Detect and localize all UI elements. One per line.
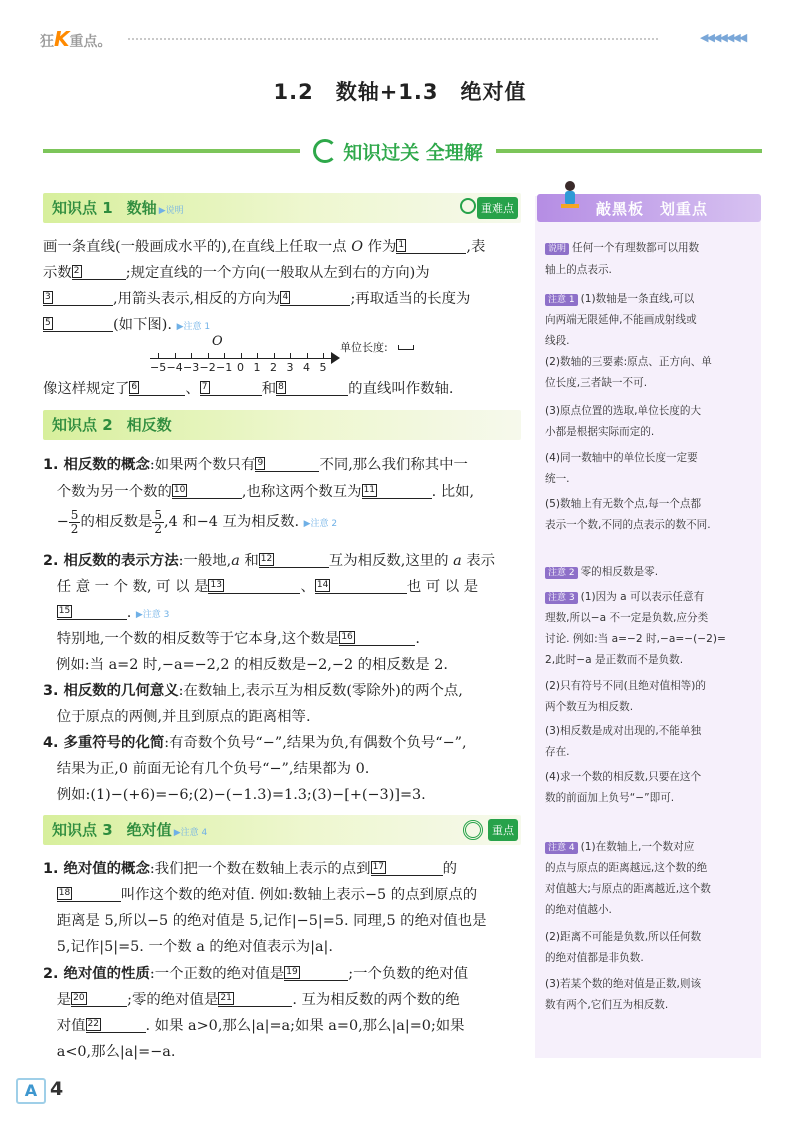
sidebar-line: 2,此时−a 是正数而不是负数. <box>545 654 684 666</box>
sidebar-line: (3)原点位置的选取,单位长度的大 <box>545 405 702 417</box>
section-num: 知识点 3 <box>52 821 113 839</box>
paragraph-line: 是 20 ;零的绝对值是 21 . 互为相反数的两个数的绝 <box>56 992 460 1008</box>
sidebar-line: 理数,所以−a 不一定是负数,应分类 <box>545 612 709 624</box>
sidebar-line: (3)相反数是成对出现的,不能单独 <box>545 725 702 737</box>
sidebar-line: 的绝对值越小. <box>545 904 612 916</box>
paragraph-line: 15 . ▶注意 3 <box>58 605 170 621</box>
paragraph-line: 1. 相反数的概念:如果两个数只有 9 不同,那么我们称其中一 <box>43 457 468 473</box>
header-dotted-rule <box>128 38 658 40</box>
fraction: $\frac{5}{2}$ <box>70 507 79 536</box>
sidebar-line: 位长度,三者缺一不可. <box>545 377 648 389</box>
paragraph-line: 示数 2 ;规定直线的一个方向(一般取从左到右的方向)为 <box>43 265 430 281</box>
sidebar-line: (2)只有符号不同(且绝对值相等)的 <box>545 680 706 692</box>
sidebar-line: (2)数轴的三要素:原点、正方向、单 <box>545 356 712 368</box>
paragraph-line: 1. 绝对值的概念:我们把一个数在数轴上表示的点到 17 的 <box>43 861 457 877</box>
sidebar-line: 注意 1 (1)数轴是一条直线,可以 <box>545 292 757 306</box>
axis-tick <box>290 353 291 359</box>
blank-17: 17 <box>371 860 443 876</box>
axis-tick <box>175 353 176 359</box>
axis-tick-label: −2 <box>199 361 216 374</box>
blank-11: 11 <box>362 483 432 499</box>
sidebar-title: 敲黑板 划重点 <box>596 200 709 218</box>
blank-13: 13 <box>208 578 300 594</box>
paragraph-line: 位于原点的两侧,并且到原点的距离相等. <box>56 709 311 725</box>
section-num: 知识点 1 <box>52 199 113 217</box>
section-name: 绝对值 <box>126 821 172 839</box>
banner-rule-left <box>43 149 300 153</box>
sidebar-line: 轴上的点表示. <box>545 264 612 276</box>
blank-20: 20 <box>71 991 127 1007</box>
axis-tick-label: 0 <box>237 361 244 374</box>
paragraph-line: 3 ,用箭头表示,相反的方向为 4 ;再取适当的长度为 <box>45 291 471 307</box>
axis-arrow-icon <box>331 352 340 364</box>
axis-tick <box>191 353 192 359</box>
axis-tick <box>158 353 159 359</box>
paragraph-line: 像这样规定了 6 、 7 和 8 的直线叫作数轴. <box>43 381 454 397</box>
banner-rule-right <box>496 149 762 153</box>
paragraph-line: 例如:(1)−(+6)=−6;(2)−(−1.3)=1.3;(3)−[+(−3)]=3. <box>56 787 426 803</box>
axis-tick-label: 5 <box>319 361 327 374</box>
sidebar-line: 注意 4 (1)在数轴上,一个数对应 <box>545 840 757 854</box>
sidebar-line: (5)数轴上有无数个点,每一个点都 <box>545 498 702 510</box>
sidebar-line: 对值越大;与原点的距离越近,这个数 <box>545 883 711 895</box>
paragraph-line: a<0,那么|a|=−a. <box>56 1044 176 1060</box>
blank-5: 5 <box>43 316 113 332</box>
sidebar-line: 数的前面加上负号“−”即可. <box>545 792 675 804</box>
sidebar-line: (4)同一数轴中的单位长度一定要 <box>545 452 698 464</box>
axis-tick-label: 2 <box>270 361 277 374</box>
sidebar-line: 线段. <box>545 335 570 347</box>
axis-tick-label: 1 <box>253 361 261 374</box>
sidebar-line: 的点与原点的距离越远,这个数的绝 <box>545 862 708 874</box>
badge-key-difficult: 重难点 <box>477 197 518 219</box>
paragraph-line: 2. 相反数的表示方法:一般地,a 和 12 互为相反数,这里的 a 表示 <box>43 553 496 569</box>
axis-tick-label: −1 <box>216 361 233 374</box>
axis-tick <box>257 353 258 359</box>
sidebar-line: (3)若某个数的绝对值是正数,则该 <box>545 978 702 990</box>
banner-text: 知识过关 全理解 <box>343 141 483 164</box>
sidebar-line: 统一. <box>545 473 570 485</box>
paragraph-line: 例如:当 a=2 时,−a=−2,2 的相反数是−2,−2 的相反数是 2. <box>56 657 448 673</box>
paragraph-line: 距离是 5,所以−5 的绝对值是 5,记作|−5|=5. 同理,5 的绝对值也是 <box>56 913 487 929</box>
section-tag: ▶说明 <box>158 206 184 216</box>
paragraph-line: 2. 绝对值的性质:一个正数的绝对值是 19 ;一个负数的绝对值 <box>43 966 469 982</box>
sidebar-line: 数有两个,它们互为相反数. <box>545 999 669 1011</box>
blank-2: 2 <box>72 264 126 280</box>
sidebar-line: 小都是根据实际而定的. <box>545 426 655 438</box>
blank-16: 16 <box>339 630 415 646</box>
sidebar-line: 两个数互为相反数. <box>545 701 634 713</box>
unit-length-label: 单位长度: <box>340 341 388 354</box>
target-icon <box>463 820 483 840</box>
section-header-2 <box>43 410 521 440</box>
blank-22: 22 <box>86 1017 146 1033</box>
sidebar-line: (2)距离不可能是负数,所以任何数 <box>545 931 702 943</box>
sidebar-line: 存在. <box>545 746 570 758</box>
axis-tick <box>241 353 242 359</box>
blank-12: 12 <box>259 552 329 568</box>
blank-9: 9 <box>255 456 319 472</box>
axis-tick-label: −4 <box>166 361 183 374</box>
fraction: $\frac{5}{2}$ <box>154 507 163 536</box>
paragraph-line: 画一条直线(一般画成水平的),在直线上任取一点 O 作为 1 ,表 <box>43 239 486 255</box>
blank-14: 14 <box>315 578 407 594</box>
blank-19: 19 <box>284 965 348 981</box>
blank-6: 6 <box>129 380 185 396</box>
paragraph-line: − $\frac{5}{2}$的相反数是 $\frac{5}{2},4$ 和−4 互为相反数. ▶注意 2 <box>56 507 338 536</box>
blank-10: 10 <box>172 483 242 499</box>
blank-1: 1 <box>396 238 466 254</box>
magnifier-icon <box>460 198 476 214</box>
unit-length-bar <box>398 345 414 350</box>
sidebar-line: 的绝对值都是非负数. <box>545 952 644 964</box>
axis-tick <box>224 353 225 359</box>
blank-21: 21 <box>218 991 292 1007</box>
axis-tick <box>274 353 275 359</box>
sidebar-line: 讨论. 例如:当 a=−2 时,−a=−(−2)= <box>545 633 726 645</box>
section-banner <box>300 137 496 165</box>
paragraph-line: 特别地,一个数的相反数等于它本身,这个数是 16 . <box>56 631 420 647</box>
header-arrows-icon: ◀◀◀◀◀◀◀ <box>700 31 746 44</box>
axis-tick-label: 4 <box>303 361 310 374</box>
blank-15: 15 <box>57 604 127 620</box>
section-name: 相反数 <box>126 416 172 434</box>
axis-tick <box>208 353 209 359</box>
paragraph-line: 个数为另一个数的 10 ,也称这两个数互为 11 . 比如, <box>56 484 475 500</box>
sidebar-line: 注意 2 零的相反数是零. <box>545 565 757 579</box>
paragraph-line: 结果为正,0 前面无论有几个负号“−”,结果都为 0. <box>56 761 370 777</box>
paragraph-line: 5,记作|5|=5. 一个数 a 的绝对值表示为|a|. <box>56 939 333 955</box>
sidebar-line: 表示一个数,不同的点表示的数不同. <box>545 519 711 531</box>
blank-8: 8 <box>276 380 348 396</box>
sidebar-line: (4)求一个数的相反数,只要在这个 <box>545 771 702 783</box>
blank-4: 4 <box>280 290 350 306</box>
sidebar-line: 注意 3 (1)因为 a 可以表示任意有 <box>545 590 757 604</box>
paragraph-line: 对值 22 . 如果 a>0,那么|a|=a;如果 a=0,那么|a|=0;如果 <box>56 1018 465 1034</box>
sidebar-line: 说明 任何一个有理数都可以用数 <box>545 241 757 255</box>
paragraph-line: 3. 相反数的几何意义:在数轴上,表示互为相反数(零除外)的两个点, <box>43 683 463 699</box>
page-title: 1.2 数轴+1.3 绝对值 <box>273 80 527 104</box>
blank-7: 7 <box>200 380 262 396</box>
axis-tick <box>323 353 324 359</box>
page-number: 4 <box>50 1078 64 1100</box>
sidebar-line: 向两端无限延伸,不能画成射线或 <box>545 314 697 326</box>
section-tag: ▶注意 4 <box>173 828 208 838</box>
paragraph-line: 5 (如下图). ▶注意 1 <box>45 317 211 333</box>
section-header-1 <box>43 193 521 223</box>
paragraph-line: 4. 多重符号的化简:有奇数个负号“−”,结果为负,有偶数个负号“−”, <box>43 735 467 751</box>
spiral-icon <box>313 139 337 163</box>
axis-tick <box>307 353 308 359</box>
blank-3: 3 <box>43 290 113 306</box>
axis-tick-label: −5 <box>150 361 167 374</box>
brand-logo: 狂K重点。 <box>40 27 112 51</box>
paragraph-line: 18 叫作这个数的绝对值. 例如:数轴上表示−5 的点到原点的 <box>58 887 478 903</box>
page-badge-icon: A <box>16 1078 46 1104</box>
section-num: 知识点 2 <box>52 416 113 434</box>
student-figure-icon <box>560 180 580 216</box>
axis-tick-label: 3 <box>286 361 294 374</box>
badge-key-point: 重点 <box>488 819 518 841</box>
section-header-3 <box>43 815 521 845</box>
axis-tick-label: −3 <box>183 361 200 374</box>
blank-18: 18 <box>57 886 121 902</box>
origin-label: O <box>212 334 223 349</box>
section-name: 数轴 <box>126 199 157 217</box>
paragraph-line: 任 意 一 个 数, 可 以 是 13 、 14 也 可 以 是 <box>56 579 479 595</box>
